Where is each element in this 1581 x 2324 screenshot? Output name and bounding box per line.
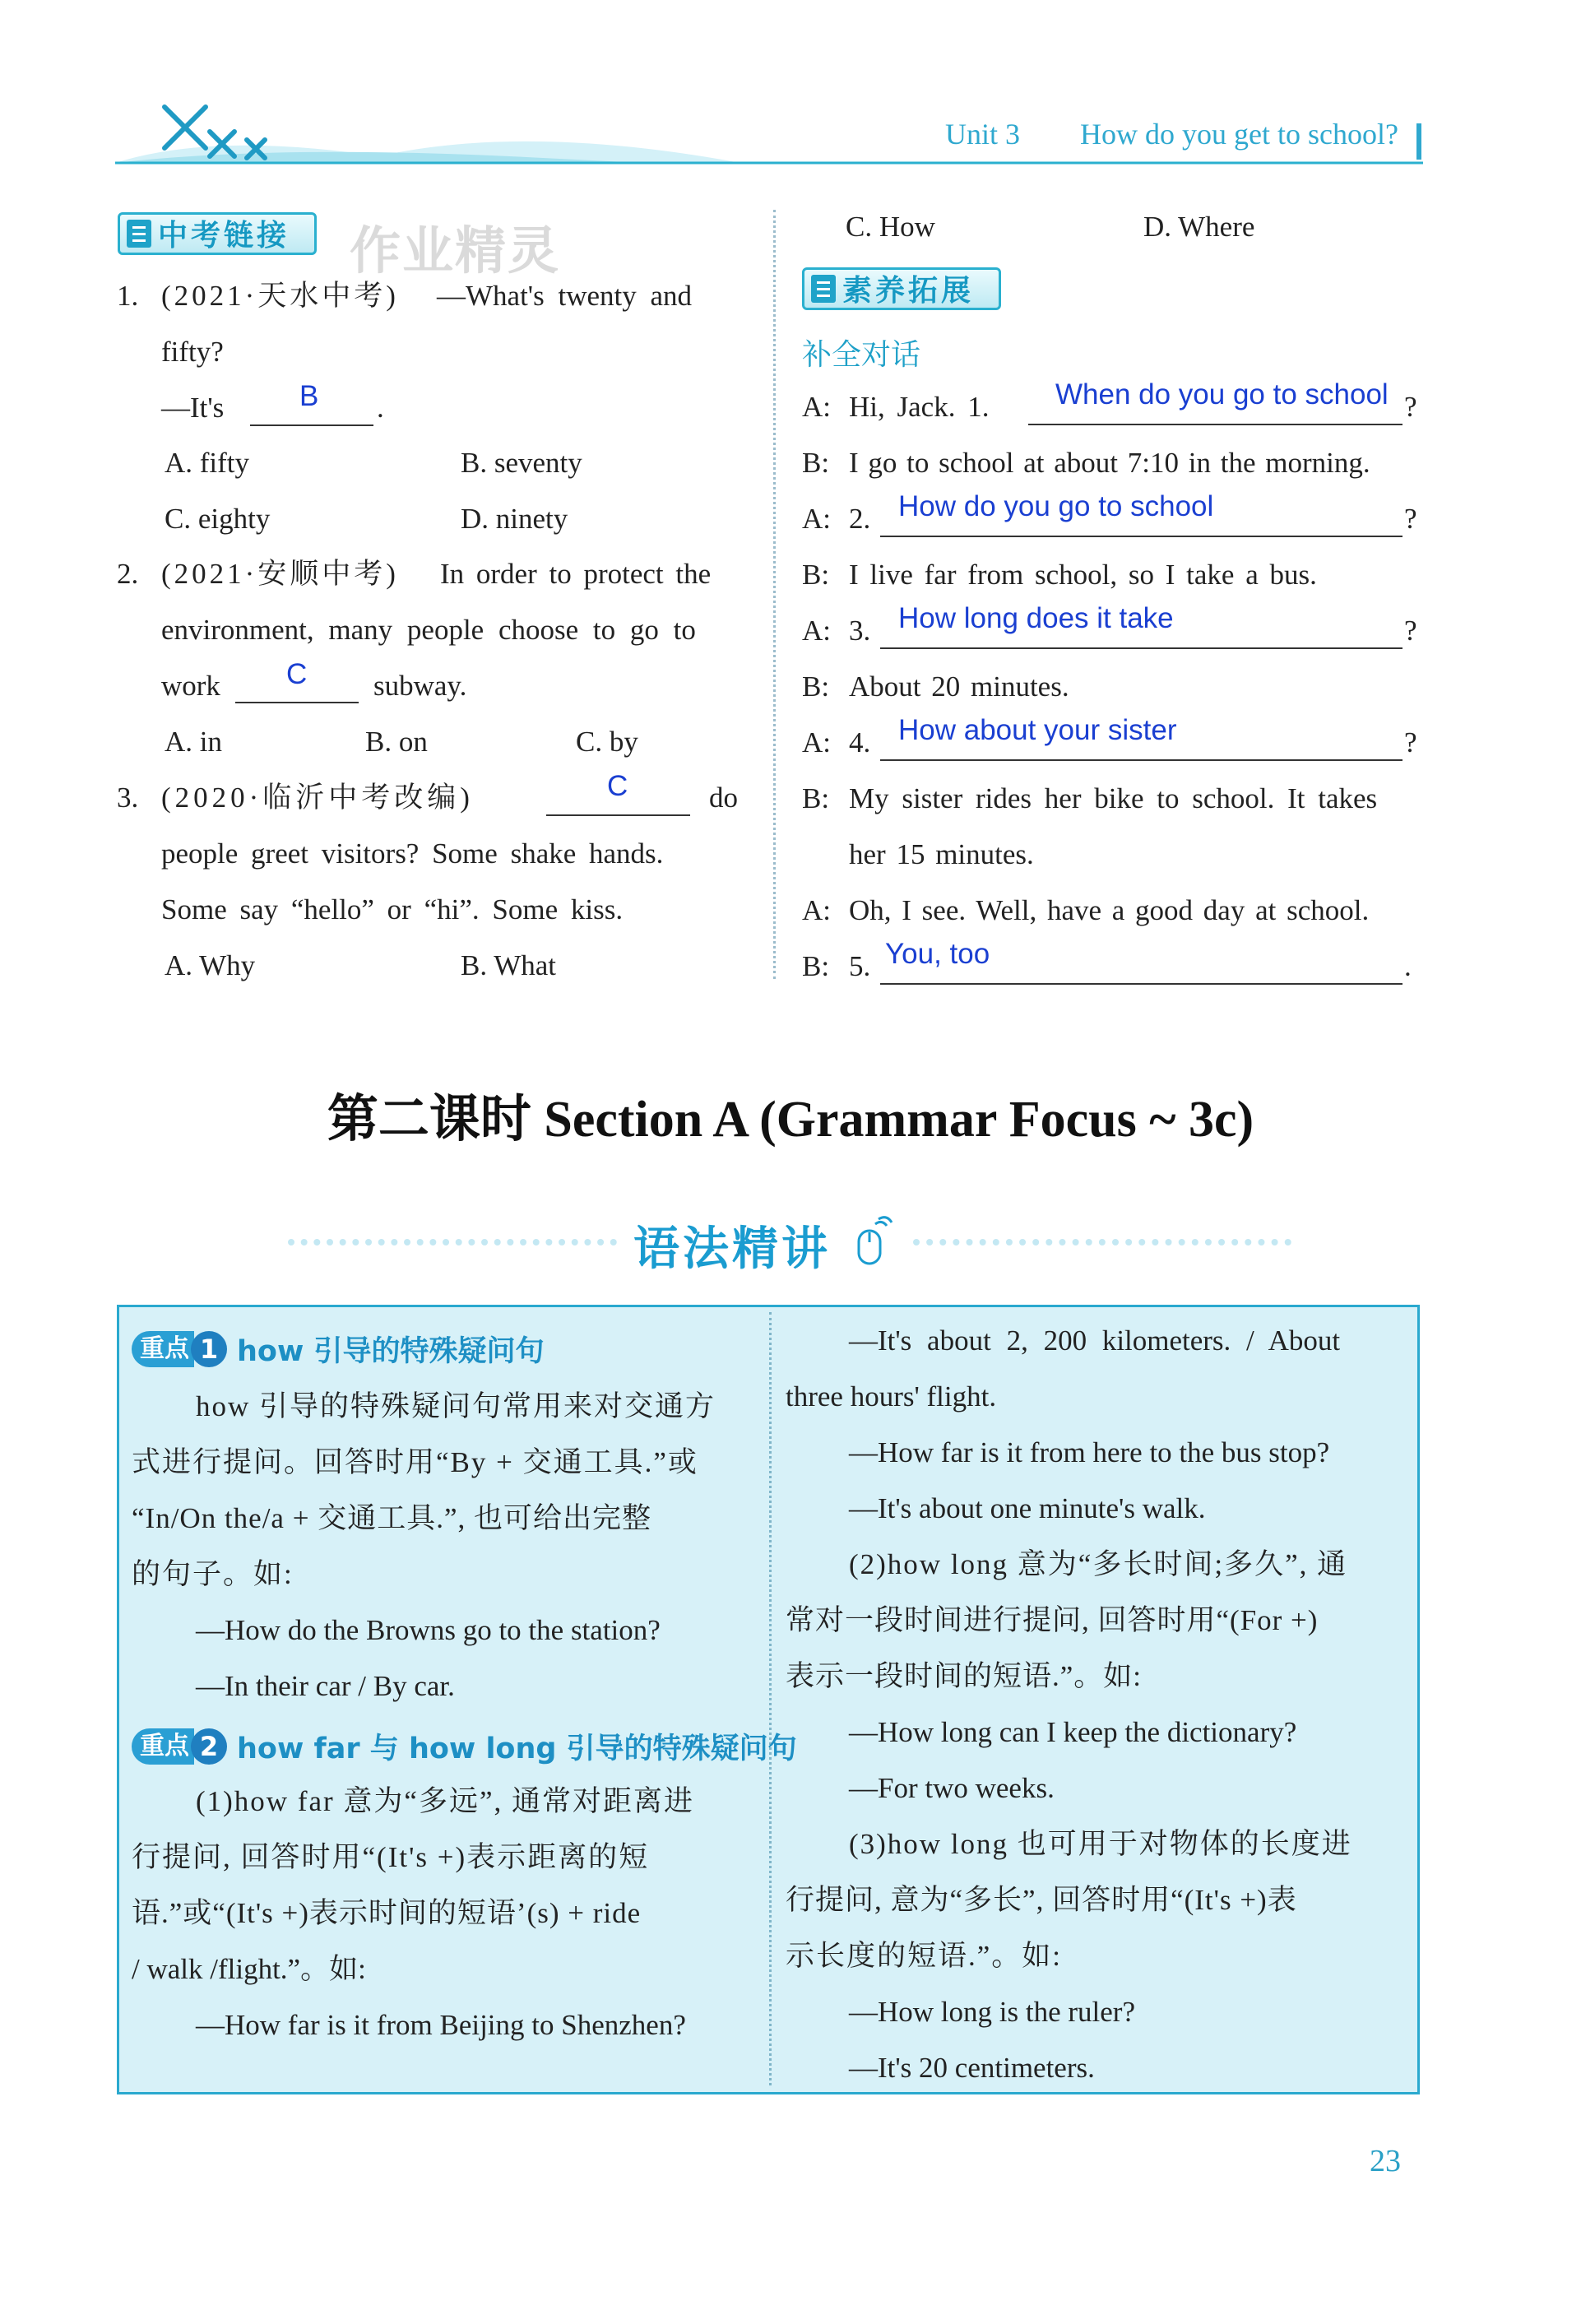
q2-line1: In order to protect the <box>440 558 712 590</box>
kp1-text-4: 的句子。如: <box>132 1558 294 1590</box>
q3-answer: C <box>607 770 628 802</box>
mouse-icon <box>852 1213 893 1270</box>
column-divider <box>773 210 776 979</box>
dialogue-subtitle: 补全对话 <box>802 338 921 372</box>
page-number: 23 <box>1370 2144 1401 2178</box>
q2-line3: work <box>161 670 220 702</box>
d9-text: her 15 minutes. <box>849 838 1034 870</box>
d6-speaker: B: <box>802 670 830 703</box>
q1-option-b: B. seventy <box>461 447 582 479</box>
q3-source: (2020·临沂中考改编) <box>161 782 474 814</box>
d3-blank[interactable] <box>880 536 1402 537</box>
literacy-extension-tag: 素养拓展 <box>802 267 1001 310</box>
d3-end: ? <box>1404 503 1417 535</box>
q1-blank[interactable] <box>250 424 373 426</box>
grammar-banner <box>288 1209 1291 1275</box>
q3-option-d: D. Where <box>1143 211 1255 243</box>
key-point-2: 重点 2 how far 与 how long 引导的特殊疑问句 <box>132 1726 797 1767</box>
kp1-text-2: 式进行提问。回答时用“By + 交通工具.”或 <box>132 1446 698 1478</box>
dotted-line-right <box>913 1239 1291 1245</box>
unit-title: How do you get to school? <box>1080 118 1398 151</box>
d1-blank[interactable] <box>1028 424 1402 425</box>
q2-line3-end: subway. <box>373 670 467 702</box>
key-point-1: 重点 1 how 引导的特殊疑问句 <box>132 1329 544 1370</box>
kp1-text-1: how 引导的特殊疑问句常用来对交通方 <box>196 1390 716 1422</box>
d10-speaker: A: <box>802 894 831 926</box>
r-example-3: —How far is it from here to the bus stop? <box>849 1436 1330 1468</box>
q2-option-b: B. on <box>365 726 428 758</box>
d5-text: 3. <box>849 615 871 647</box>
r-text-3: 表示一段时间的短语.”。如: <box>786 1660 1143 1692</box>
d11-text: 5. <box>849 950 871 982</box>
d8-speaker: B: <box>802 782 830 814</box>
kp1-text-3: “In/On the/a + 交通工具.”, 也可给出完整 <box>132 1502 651 1534</box>
exam-link-tag: 中考链接 <box>118 212 317 255</box>
d7-blank[interactable] <box>880 759 1402 761</box>
grammar-banner-title: 语法精讲 <box>633 1222 831 1276</box>
r-text-4: (3)how long 也可用于对物体的长度进 <box>849 1828 1352 1860</box>
d1-answer: When do you go to school <box>1055 378 1389 411</box>
q3-option-c: C. How <box>846 211 935 243</box>
d2-text: I go to school at about 7:10 in the morning. <box>849 447 1370 479</box>
d7-speaker: A: <box>802 726 831 758</box>
d7-end: ? <box>1404 726 1417 758</box>
r-example-5: —How long can I keep the dictionary? <box>849 1716 1297 1748</box>
q1-answer: B <box>299 380 319 412</box>
q1-line3: —It's <box>161 392 225 424</box>
d4-text: I live far from school, so I take a bus. <box>849 559 1317 591</box>
kp2-text-2: 行提问, 回答时用“(It's +)表示距离的短 <box>132 1841 650 1873</box>
dotted-line-left <box>288 1239 617 1245</box>
d7-answer: How about your sister <box>898 714 1177 746</box>
q1-line3-end: . <box>377 392 384 424</box>
d11-answer: You, too <box>885 938 990 970</box>
q1-source: (2021·天水中考) <box>161 280 399 312</box>
d5-speaker: A: <box>802 615 831 647</box>
q1-option-a: A. fifty <box>165 447 250 479</box>
kp1-example-1: —How do the Browns go to the station? <box>196 1614 661 1646</box>
q1-line1: —What's twenty and <box>437 280 693 312</box>
r-example-4: —It's about one minute's walk. <box>849 1492 1206 1524</box>
d1-speaker: A: <box>802 391 831 423</box>
q1-number: 1. <box>117 280 139 312</box>
d1-end: ? <box>1404 391 1417 423</box>
q2-number: 2. <box>117 558 139 590</box>
unit-label: Unit 3 <box>944 118 1020 151</box>
section-title: 第二课时 Section A (Grammar Focus ~ 3c) <box>327 1092 1254 1148</box>
d5-blank[interactable] <box>880 647 1402 649</box>
r-text-5: 行提问, 意为“多长”, 回答时用“(It's +)表 <box>786 1884 1297 1916</box>
kp2-text-3: 语.”或“(It's +)表示时间的短语’(s) + ride <box>132 1897 642 1929</box>
d11-blank[interactable] <box>880 983 1402 985</box>
r-text-1: (2)how long 意为“多长时间;多久”, 通 <box>849 1548 1348 1580</box>
q1-line2: fifty? <box>161 336 224 368</box>
r-example-8: —It's 20 centimeters. <box>849 2052 1095 2084</box>
q2-option-c: C. by <box>576 726 638 758</box>
r-example-1: —It's about 2, 200 kilometers. / About <box>849 1324 1341 1357</box>
d5-end: ? <box>1404 615 1417 647</box>
d7-text: 4. <box>849 726 871 758</box>
r-example-2: three hours' flight. <box>786 1380 997 1412</box>
kp2-example-1: —How far is it from Beijing to Shenzhen? <box>196 2009 686 2041</box>
d11-speaker: B: <box>802 950 830 982</box>
r-text-6: 示长度的短语.”。如: <box>786 1940 1063 1972</box>
header-bracket <box>1416 123 1421 160</box>
d6-text: About 20 minutes. <box>849 670 1069 703</box>
note-icon <box>811 275 836 303</box>
kp2-text-4: / walk /flight.”。如: <box>132 1953 366 1985</box>
d10-text: Oh, I see. Well, have a good day at school. <box>849 894 1370 926</box>
note-icon <box>127 220 151 248</box>
d3-speaker: A: <box>802 503 831 535</box>
header-banner <box>115 99 1423 165</box>
kp1-example-2: —In their car / By car. <box>196 1670 455 1702</box>
d5-answer: How long does it take <box>898 602 1174 634</box>
d2-speaker: B: <box>802 447 830 479</box>
kp2-text-1: (1)how far 意为“多远”, 通常对距离进 <box>196 1785 695 1817</box>
r-example-7: —How long is the ruler? <box>849 1996 1135 2028</box>
q3-blank[interactable] <box>546 814 690 816</box>
q3-option-b: B. What <box>461 949 557 981</box>
r-text-2: 常对一段时间进行提问, 回答时用“(For +) <box>786 1604 1319 1636</box>
q2-answer: C <box>286 658 308 690</box>
d3-text: 2. <box>849 503 871 535</box>
d8-text: My sister rides her bike to school. It takes <box>849 782 1378 814</box>
d1-text: Hi, Jack. 1. <box>849 391 990 423</box>
q3-line2: people greet visitors? Some shake hands. <box>161 837 664 870</box>
q1-option-d: D. ninety <box>461 503 568 535</box>
q1-option-c: C. eighty <box>165 503 271 535</box>
q2-source: (2021·安顺中考) <box>161 558 399 590</box>
q2-blank[interactable] <box>235 702 359 703</box>
q2-line2: environment, many people choose to go to <box>161 614 696 646</box>
q3-number: 3. <box>117 782 139 814</box>
d3-answer: How do you go to school <box>898 490 1214 522</box>
q3-line3: Some say “hello” or “hi”. Some kiss. <box>161 893 624 925</box>
q2-option-a: A. in <box>165 726 222 758</box>
r-example-6: —For two weeks. <box>849 1772 1055 1804</box>
d11-end: . <box>1404 950 1412 982</box>
grammar-box-divider <box>769 1312 772 2085</box>
watermark: 作业精灵 <box>350 220 561 281</box>
q3-option-a: A. Why <box>165 949 256 981</box>
d4-speaker: B: <box>802 559 830 591</box>
q3-line1-end: do <box>709 782 738 814</box>
